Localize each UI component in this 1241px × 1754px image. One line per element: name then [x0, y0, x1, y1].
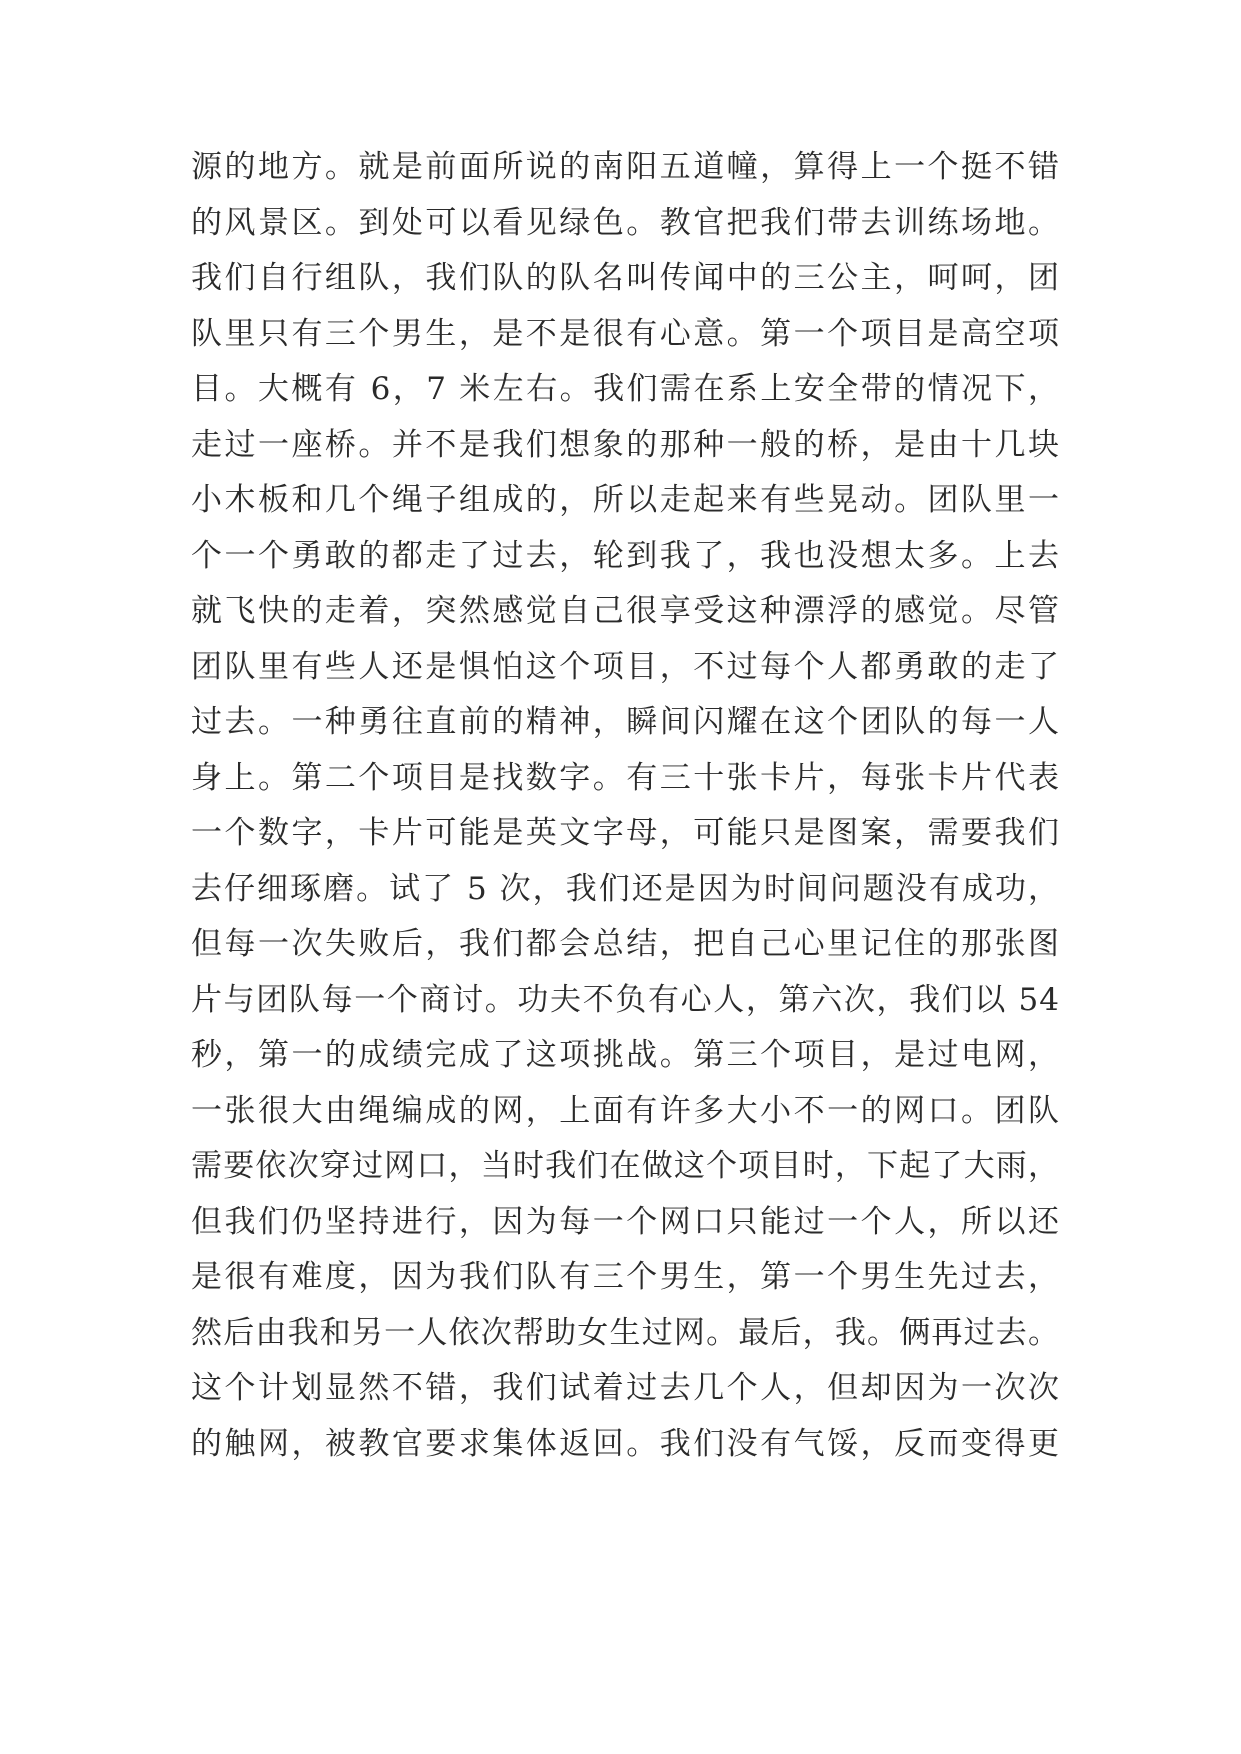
text-line: 需要依次穿过网口，当时我们在做这个项目时，下起了大雨， — [191, 1148, 1060, 1184]
text-line: 目。大概有 6，7 米左右。我们需在系上安全带的情况下， — [191, 371, 1060, 407]
text-line: 但每一次失败后，我们都会总结，把自己心里记住的那张图 — [191, 926, 1060, 962]
text-line: 然后由我和另一人依次帮助女生过网。最后，我。俩再过去。 — [191, 1314, 1060, 1351]
text-line: 秒，第一的成绩完成了这项挑战。第三个项目，是过电网， — [191, 1037, 1060, 1073]
text-line: 是很有难度，因为我们队有三个男生，第一个男生先过去， — [191, 1259, 1060, 1295]
text-line: 个一个勇敢的都走了过去，轮到我了，我也没想太多。上去 — [191, 537, 1060, 574]
text-line: 去仔细琢磨。试了 5 次，我们还是因为时间问题没有成功， — [191, 870, 1060, 907]
text-line: 一张很大由绳编成的网，上面有许多大小不一的网口。团队 — [191, 1092, 1060, 1129]
text-line: 这个计划显然不错，我们试着过去几个人，但却因为一次次 — [191, 1370, 1060, 1406]
text-line: 就飞快的走着，突然感觉自己很享受这种漂浮的感觉。尽管 — [191, 593, 1060, 629]
text-line: 小木板和几个绳子组成的，所以走起来有些晃动。团队里一 — [191, 482, 1060, 518]
text-line: 身上。第二个项目是找数字。有三十张卡片，每张卡片代表 — [191, 759, 1060, 796]
text-line: 队里只有三个男生，是不是很有心意。第一个项目是高空项 — [191, 315, 1060, 352]
text-line: 过去。一种勇往直前的精神，瞬间闪耀在这个团队的每一人 — [191, 704, 1060, 740]
text-line: 我们自行组队，我们队的队名叫传闻中的三公主，呵呵，团 — [191, 260, 1060, 296]
text-line: 的风景区。到处可以看见绿色。教官把我们带去训练场地。 — [191, 204, 1060, 241]
text-line: 的触网，被教官要求集体返回。我们没有气馁，反而变得更 — [191, 1425, 1060, 1462]
text-line: 源的地方。就是前面所说的南阳五道幢，算得上一个挺不错 — [191, 149, 1060, 185]
text-line: 但我们仍坚持进行，因为每一个网口只能过一个人，所以还 — [191, 1203, 1060, 1240]
text-line: 团队里有些人还是惧怕这个项目，不过每个人都勇敢的走了 — [191, 648, 1060, 685]
body-text — [191, 140, 1091, 1472]
text-line: 走过一座桥。并不是我们想象的那种一般的桥，是由十几块 — [191, 426, 1060, 463]
text-line: 一个数字，卡片可能是英文字母，可能只是图案，需要我们 — [191, 815, 1060, 851]
text-line: 片与团队每一个商讨。功夫不负有心人，第六次，我们以 54 — [191, 981, 1060, 1018]
